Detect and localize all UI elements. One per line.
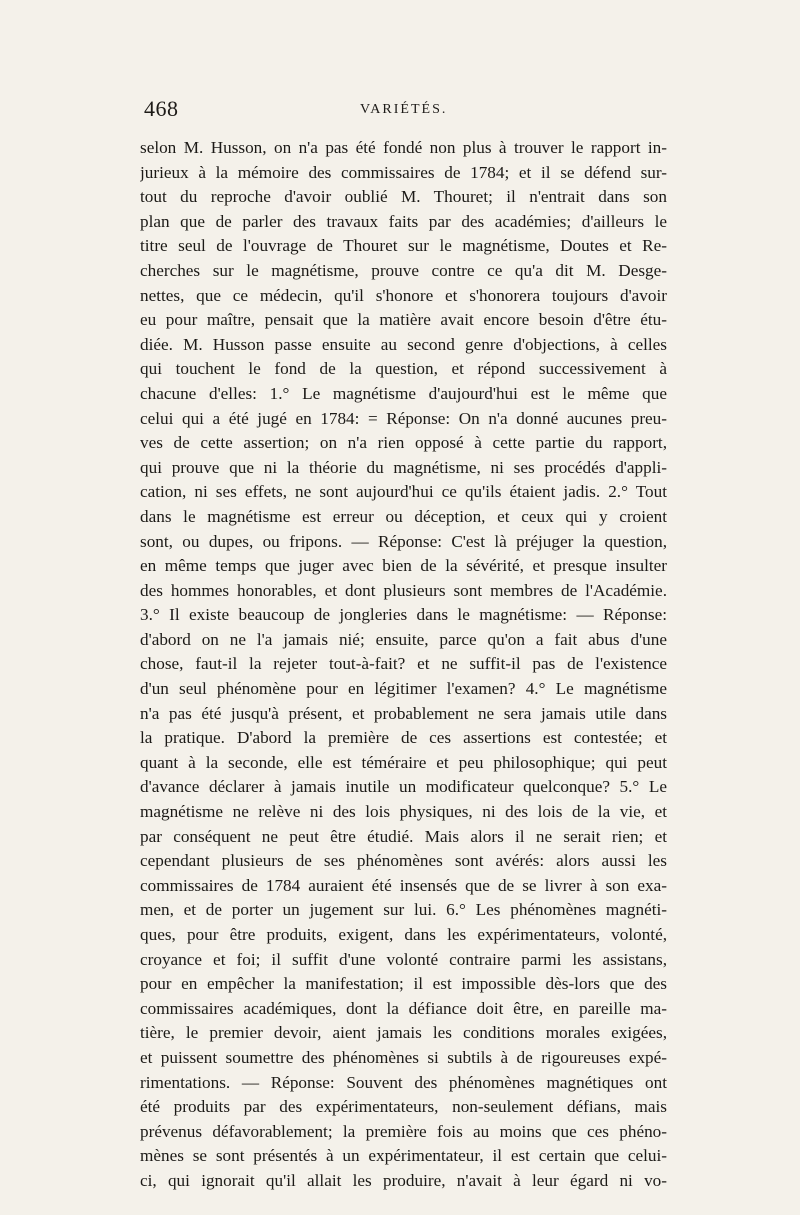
- text-line: d'un seul phénomène pour en légitimer l'examen? 4.° Le magnétisme: [140, 679, 667, 699]
- text-line: eu pour maître, pensait que la matière avait encore besoin d'être étu-: [140, 310, 667, 330]
- text-line: ci, qui ignorait qu'il allait les produire, n'avait à leur égard ni vo-: [140, 1170, 667, 1190]
- text-line: prévenus défavorablement; la première fois au moins que ces phéno-: [140, 1121, 667, 1141]
- text-line: d'abord on ne l'a jamais nié; ensuite, parce qu'on a fait abus d'une: [140, 629, 667, 649]
- page-number: 468: [144, 96, 179, 121]
- text-line: par conséquent ne peut être étudié. Mais alors il ne serait rien; et: [140, 826, 667, 846]
- text-line: diée. M. Husson passe ensuite au second genre d'objections, à celles: [140, 334, 667, 354]
- text-line: mènes se sont présentés à un expérimentateur, il est certain que celui-: [140, 1146, 667, 1166]
- text-line: tout du reproche d'avoir oublié M. Thouret; il n'entrait dans son: [140, 187, 667, 207]
- text-line: n'a pas été jusqu'à présent, et probablement ne sera jamais utile dans: [140, 703, 667, 723]
- text-line: 3.° Il existe beaucoup de jongleries dans le magnétisme: — Réponse:: [140, 605, 667, 625]
- text-line: dans le magnétisme est erreur ou déception, et ceux qui y croient: [140, 506, 667, 526]
- text-line: et puissent soumettre des phénomènes si subtils à de rigoureuses expé-: [140, 1047, 667, 1067]
- text-line: la pratique. D'abord la première de ces assertions est contestée; et: [140, 728, 667, 748]
- text-line: été produits par des expérimentateurs, non-seulement défians, mais: [140, 1097, 667, 1117]
- text-line: sont, ou dupes, ou fripons. — Réponse: C'est là préjuger la question,: [140, 531, 667, 551]
- text-line: en même temps que juger avec bien de la sévérité, et presque insulter: [140, 556, 667, 576]
- text-line: nettes, que ce médecin, qu'il s'honore et s'honorera toujours d'avoir: [140, 285, 667, 305]
- text-line: plan que de parler des travaux faits par des académies; d'ailleurs le: [140, 211, 667, 231]
- text-line: croyance et foi; il suffit d'une volonté contraire parmi les assistans,: [140, 949, 667, 969]
- text-line: tière, le premier devoir, aient jamais les conditions morales exigées,: [140, 1023, 667, 1043]
- text-line: ques, pour être produits, exigent, dans les expérimentateurs, volonté,: [140, 925, 667, 944]
- text-line: selon M. Husson, on n'a pas été fondé non plus à trouver le rapport in-: [140, 138, 667, 157]
- text-line: cependant plusieurs de ses phénomènes sont avérés: alors aussi les: [140, 851, 667, 871]
- text-line: jurieux à la mémoire des commissaires de 1784; et il se défend sur-: [140, 162, 667, 182]
- text-line: chose, faut-il la rejeter tout-à-fait? et ne suffit-il pas de l'existence: [140, 654, 667, 674]
- text-line: rimentations. — Réponse: Souvent des phénomènes magnétiques ont: [140, 1072, 667, 1092]
- text-line: qui touchent le fond de la question, et répond successivement à: [140, 359, 667, 379]
- text-line: d'avance déclarer à jamais inutile un modificateur quelconque? 5.° Le: [140, 777, 667, 797]
- text-line: titre seul de l'ouvrage de Thouret sur le magnétisme, Doutes et Re-: [140, 236, 667, 256]
- text-line: celui qui a été jugé en 1784: = Réponse: On n'a donné aucunes preu-: [140, 408, 667, 428]
- text-line: qui prouve que ni la théorie du magnétisme, ni ses procédés d'appli-: [140, 457, 667, 477]
- text-line: cation, ni ses effets, ne sont aujourd'hui ce qu'ils étaient jadis. 2.° Tout: [140, 482, 667, 502]
- text-line: commissaires de 1784 auraient été insensés que de se livrer à son exa-: [140, 875, 667, 895]
- text-line: magnétisme ne relève ni des lois physiques, ni des lois de la vie, et: [140, 802, 667, 822]
- text-line: pour en empêcher la manifestation; il est impossible dès-lors que des: [140, 974, 667, 994]
- text-line: quant à la seconde, elle est téméraire et peu philosophique; qui peut: [140, 752, 667, 772]
- text-line: cherches sur le magnétisme, prouve contre ce qu'a dit M. Desge-: [140, 260, 667, 280]
- text-line: des hommes honorables, et dont plusieurs sont membres de l'Académie.: [140, 580, 667, 600]
- text-line: men, et de porter un jugement sur lui. 6.° Les phénomènes magnéti-: [140, 900, 667, 920]
- text-line: commissaires académiques, dont la défiance doit être, en pareille ma-: [140, 998, 667, 1018]
- page-header: [144, 96, 664, 126]
- body-text: [140, 136, 667, 1194]
- text-line: ves de cette assertion; on n'a rien opposé à cette partie du rapport,: [140, 433, 667, 453]
- running-head: VARIÉTÉS.: [360, 102, 448, 117]
- text-line: chacune d'elles: 1.° Le magnétisme d'aujourd'hui est le même que: [140, 383, 667, 403]
